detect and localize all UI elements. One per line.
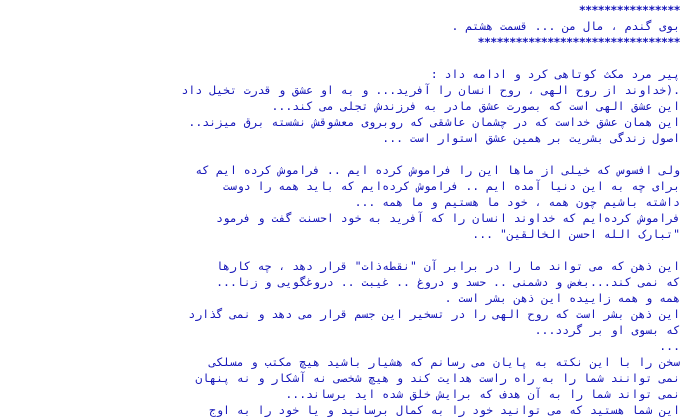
text-line: که بسوی او بر گردد... [534,323,680,337]
text-line: اصول زندگی بشریت بر همین عشق استوار است ... [382,131,680,145]
text-line: این ذهن بشر است که روح الهی را در تسخیر این جسم قرار می دهد و نمی گذارد [188,307,680,321]
document-title: بوی گندم ، مال من ... قسمت هشتم . [451,19,680,33]
paragraph-1 [8,66,680,146]
text-line: همه و همه زاییده این ذهن بشر است . [444,291,680,305]
text-line: ... [659,339,680,353]
text-line: نمی تواند شما را به آن هدف که برایش خلق شده اید برساند... [285,387,680,401]
text-line: ولی افسوس که خیلی از ماها این را فراموش کرده ایم .. فراموش کرده ایم که [195,163,680,177]
blank-line [8,242,680,258]
blank-line [8,146,680,162]
text-line: .(خداوند از روح الهی ، روح انسان را آفرید... و به او عشق و قدرت تخیل داد [181,83,680,97]
text-line: سخن را با این نکته به پایان می رسانم که هشیار باشید هیچ مکتب و مسلکی [209,355,680,369]
text-line: پیر مرد مکث کوتاهی کرد و ادامه داد : [430,67,680,81]
text-line: فراموش کرده‌ایم که خداوند انسان را که آفرید به خود احسنت گفت و فرمود [216,211,680,225]
text-line: این عشق الهی است که بصورت عشق مادر به فرزندش تجلی می کند... [271,99,680,113]
paragraph-4 [8,354,680,418]
text-line: برای چه به این دنیا آمده ایم .. فراموش کرده‌ایم که باید همه را دوست [223,179,680,193]
text-line: که نمی کند...بغض و دشمنی .. حسد و دروغ .. غیبت .. دروغگویی و زنا... [216,275,680,289]
header-stars-bottom: ******************************** [477,35,680,49]
paragraph-3 [8,258,680,354]
header-stars-top: **************** [578,3,680,17]
paragraph-2 [8,162,680,242]
blank-line [8,50,680,66]
text-line: این شما هستید که می توانید خود را به کمال برسانید و یا خود را به اوج [209,403,680,417]
text-line: نمی توانند شما را به راه راست هدایت کند و هیچ شخصی نه آشکار و نه پنهان [195,371,680,385]
text-line: این همان عشق خداست که در چشمان عاشقی که روبروی معشوقش نشسته برق میزند.. [188,115,680,129]
text-line: "تبارک الله احسن الخالقین" ... [472,227,680,241]
text-line: داشته باشیم چون همه ، خود ما هستیم و ما همه ... [354,195,680,209]
text-line: این ذهن که می تواند ما را در برابر آن "نقطه‌ذات" قرار دهد ، چه کارها [216,259,680,273]
